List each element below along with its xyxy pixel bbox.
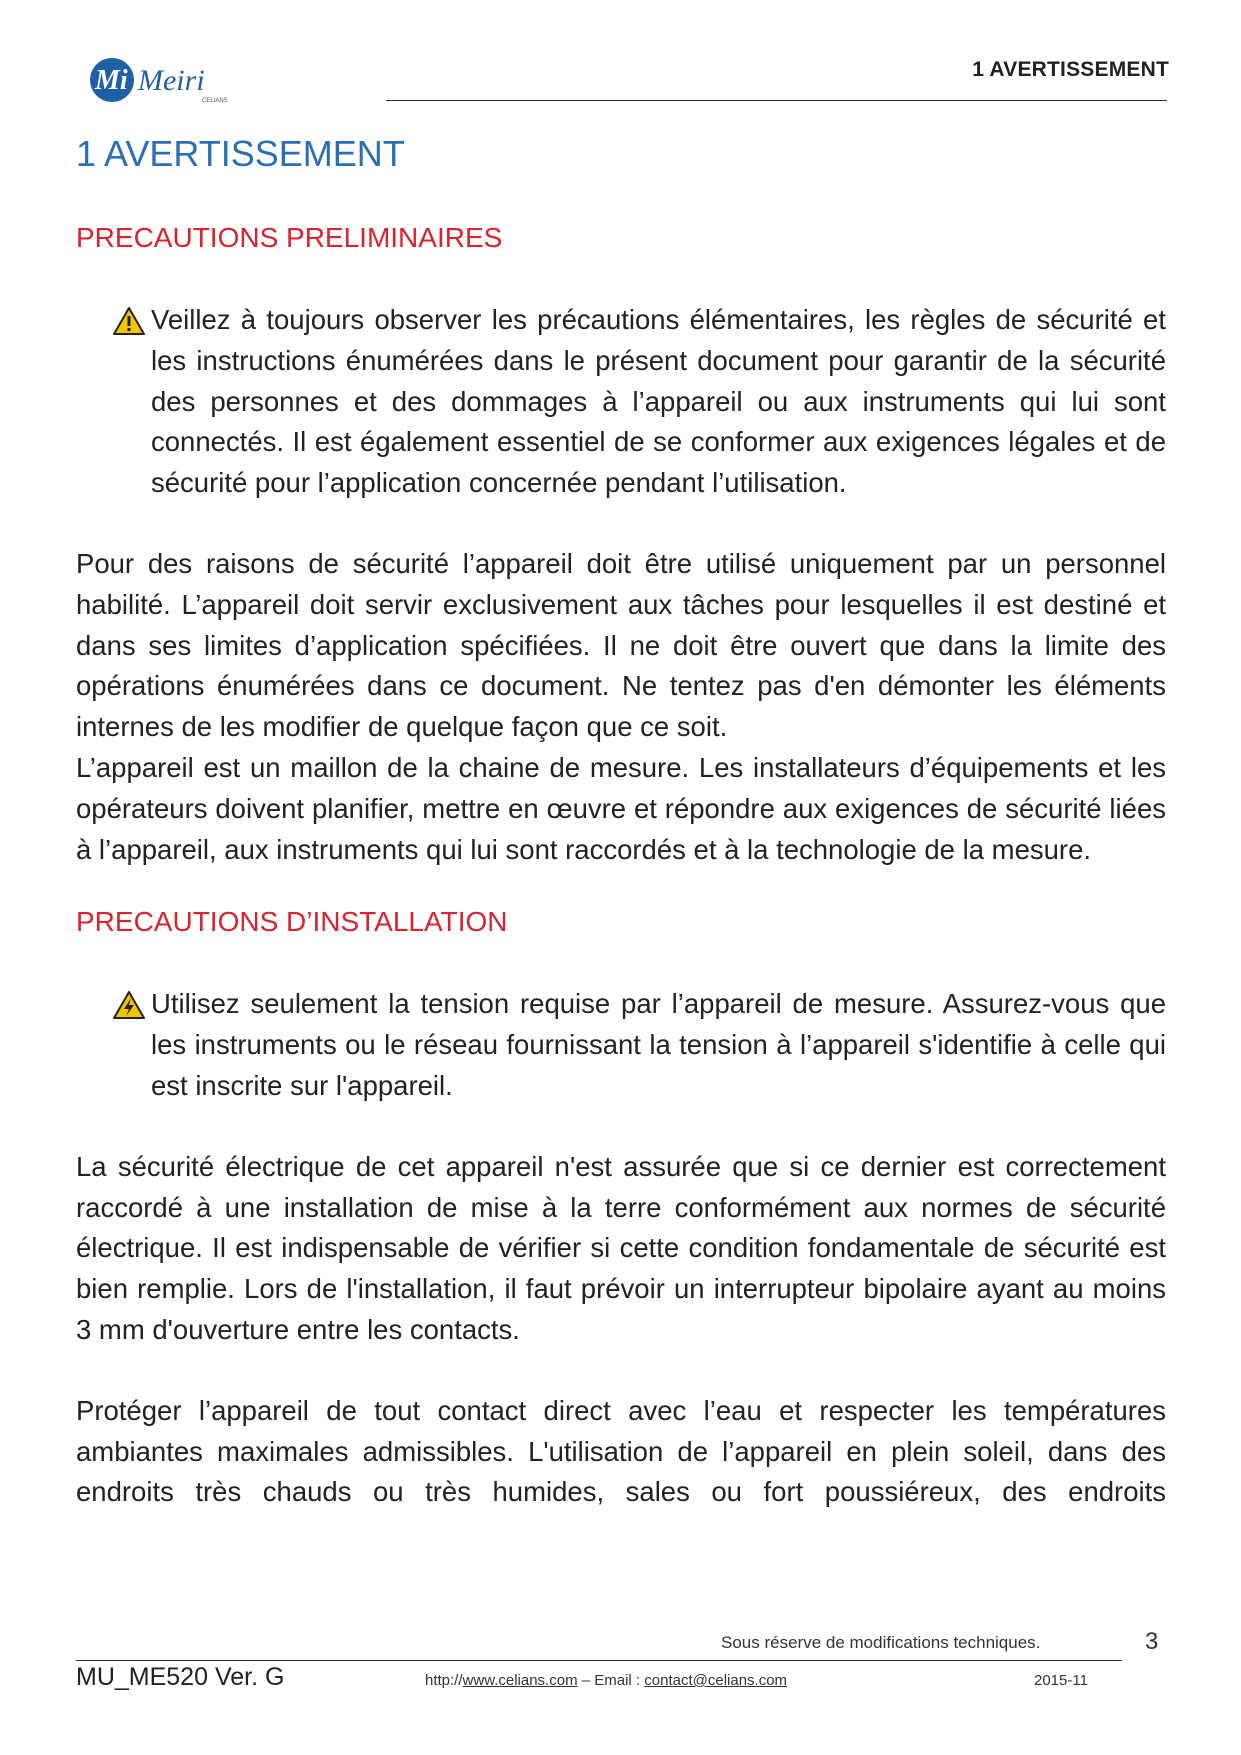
contact-prefix: http://: [425, 1672, 463, 1689]
subsection-heading-installation: PRECAUTIONS D’INSTALLATION: [76, 906, 508, 938]
paragraph-electrical-safety: La sécurité électrique de cet appareil n'est assurée que si ce dernier est correctement raccordé à une installation de mise à la terre conformément aux normes de sécurité électrique. Il est indispensable de vérifier si cette condition fondamentale de sécurité est bien remplie. Lors de l'installation, il faut prévoir un interrupteur bipolaire ayant au moins 3 mm d'ouverture entre les contacts.: [76, 1150, 1166, 1345]
svg-text:Mi: Mi: [95, 65, 128, 96]
meiri-logo: [88, 56, 258, 112]
logo-text: Meiri: [138, 64, 205, 97]
footer-note: Sous réserve de modifications techniques.: [721, 1633, 1041, 1652]
warning-block-installation: [76, 984, 1166, 1106]
paragraph-chain: L’appareil est un maillon de la chaine de mesure. Les installateurs d’équipements et les opérateurs doivent planifier, mettre en œuvre et répondre aux exigences de sécurité liées à l’appareil, aux instruments qui lui sont raccordés et à la technologie de la mesure.: [76, 751, 1166, 865]
subsection-heading-preliminaires: PRECAUTIONS PRELIMINAIRES: [76, 222, 503, 253]
logo-subtext: CELIANS: [202, 98, 228, 104]
paragraph-usage: Pour des raisons de sécurité l’appareil doit être utilisé uniquement par un personnel habilité. L’appareil doit servir exclusivement aux tâches pour lesquelles il est destiné et dans ses limites d’application spécifiées. Il ne doit être ouvert que dans la limite des opérations énumérées dans ce document. Ne tentez pas d'en démonter les éléments internes de les modifier de quelque façon que ce soit.: [76, 547, 1166, 743]
section-heading: 1 AVERTISSEMENT: [76, 133, 405, 174]
page-number: 3: [1145, 1628, 1159, 1655]
warning-icon: [112, 306, 146, 336]
footer-date: 2015-11: [1034, 1672, 1088, 1689]
document-reference: MU_ME520 Ver. G: [76, 1663, 285, 1691]
page-content: [76, 128, 1166, 1513]
contact-separator: – Email :: [577, 1672, 645, 1689]
header-rule: [386, 100, 1167, 101]
warning-text-preliminaires: Veillez à toujours observer les précautions élémentaires, les règles de sécurité et les instructions énumérées dans le présent document pour garantir de la sécurité des personnes et des dommages à l’appareil ou aux instruments qui lui sont connectés. Il est également essentiel de se conformer aux exigences légales et de sécurité pour l’application concernée pendant l’utilisation.: [151, 304, 1166, 499]
footer-rule: [76, 1660, 1122, 1661]
footer-contact: [425, 1672, 787, 1689]
header-title: 1 AVERTISSEMENT: [972, 58, 1169, 81]
website-link[interactable]: www.celians.com: [462, 1672, 578, 1689]
page-header: [0, 0, 1241, 110]
paragraph-protection: Protéger l’appareil de tout contact direct avec l’eau et respecter les températures ambiantes maximales admissibles. L'utilisation de l’appareil en plein soleil, dans des endroits très chauds ou très humides, sales ou fort poussiéreux, des endroits: [76, 1394, 1166, 1508]
email-link[interactable]: contact@celians.com: [644, 1672, 788, 1689]
warning-block-preliminaires: [76, 300, 1166, 504]
warning-text-installation: Utilisez seulement la tension requise par l’appareil de mesure. Assurez-vous que les instruments ou le réseau fournissant la tension à l’appareil s'identifie à celle qui est inscrite sur l'appareil.: [151, 988, 1166, 1101]
electric-hazard-icon: [112, 990, 146, 1020]
